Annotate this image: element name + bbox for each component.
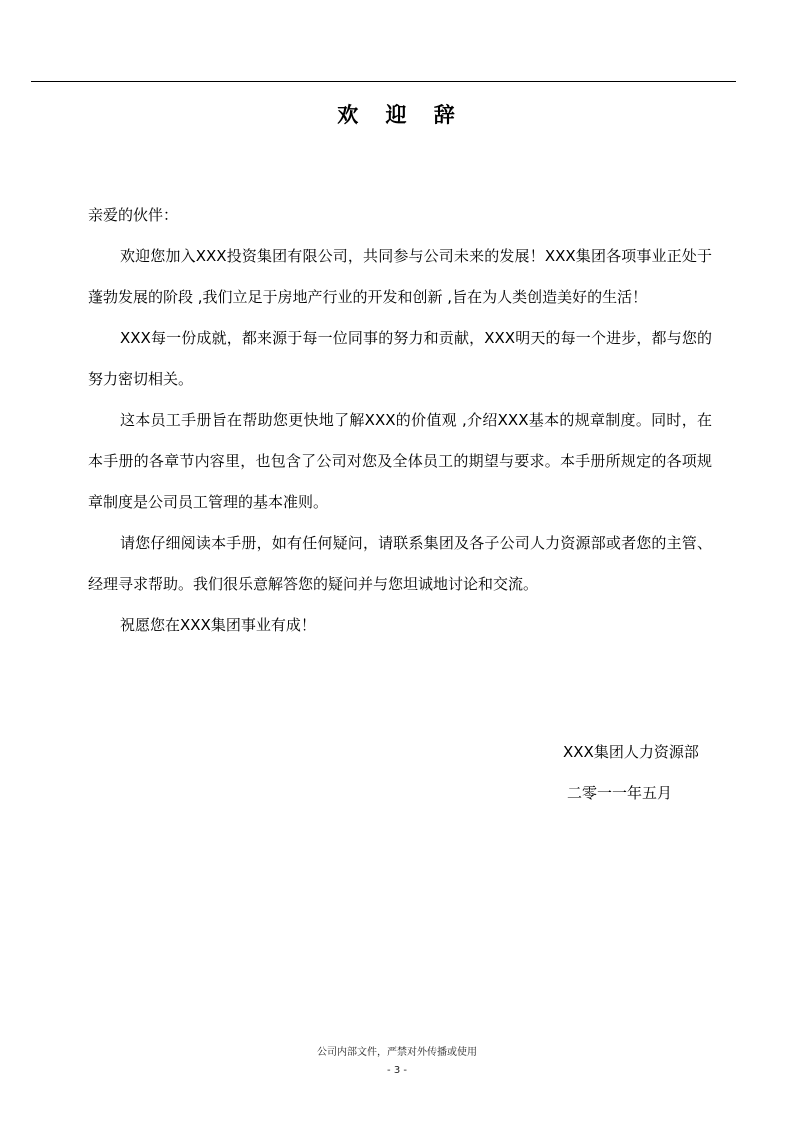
signature-date: 二零一一年五月: [567, 784, 673, 802]
signature-block: [563, 732, 699, 814]
page-footer: [0, 1044, 794, 1080]
paragraph-handbook-purpose: 这本员工手册旨在帮助您更快地了解XXX的价值观 ,介绍XXX基本的规章制度。同时，在本手册的各章节内容里，也包含了公司对您及全体员工的期望与要求。本手册所规定的各项规章制度是公司员工管理的基本准则。: [88, 411, 712, 511]
page-number: - 3 -: [387, 1065, 407, 1076]
header-rule: [31, 81, 736, 82]
paragraph-closing-wish: 祝愿您在XXX集团事业有成！: [120, 616, 316, 634]
signature-department: XXX集团人力资源部: [563, 743, 699, 761]
page-title: 欢 迎 辞: [337, 103, 465, 127]
paragraph-welcome: 欢迎您加入XXX投资集团有限公司，共同参与公司未来的发展！XXX集团各项事业正处于蓬勃发展的阶段 ,我们立足于房地产行业的开发和创新 ,旨在为人类创造美好的生活！: [88, 247, 712, 306]
letter-body: [88, 195, 712, 646]
salutation: 亲爱的伙伴：: [88, 206, 179, 224]
paragraph-contact: 请您仔细阅读本手册，如有任何疑问，请联系集团及各子公司人力资源部或者您的主管、经理寻求帮助。我们很乐意解答您的疑问并与您坦诚地讨论和交流。: [88, 534, 712, 593]
confidentiality-notice: 公司内部文件，严禁对外传播或使用: [317, 1047, 477, 1058]
paragraph-achievement: XXX每一份成就，都来源于每一位同事的努力和贡献，XXX明天的每一个进步，都与您的努力密切相关。: [88, 329, 712, 388]
